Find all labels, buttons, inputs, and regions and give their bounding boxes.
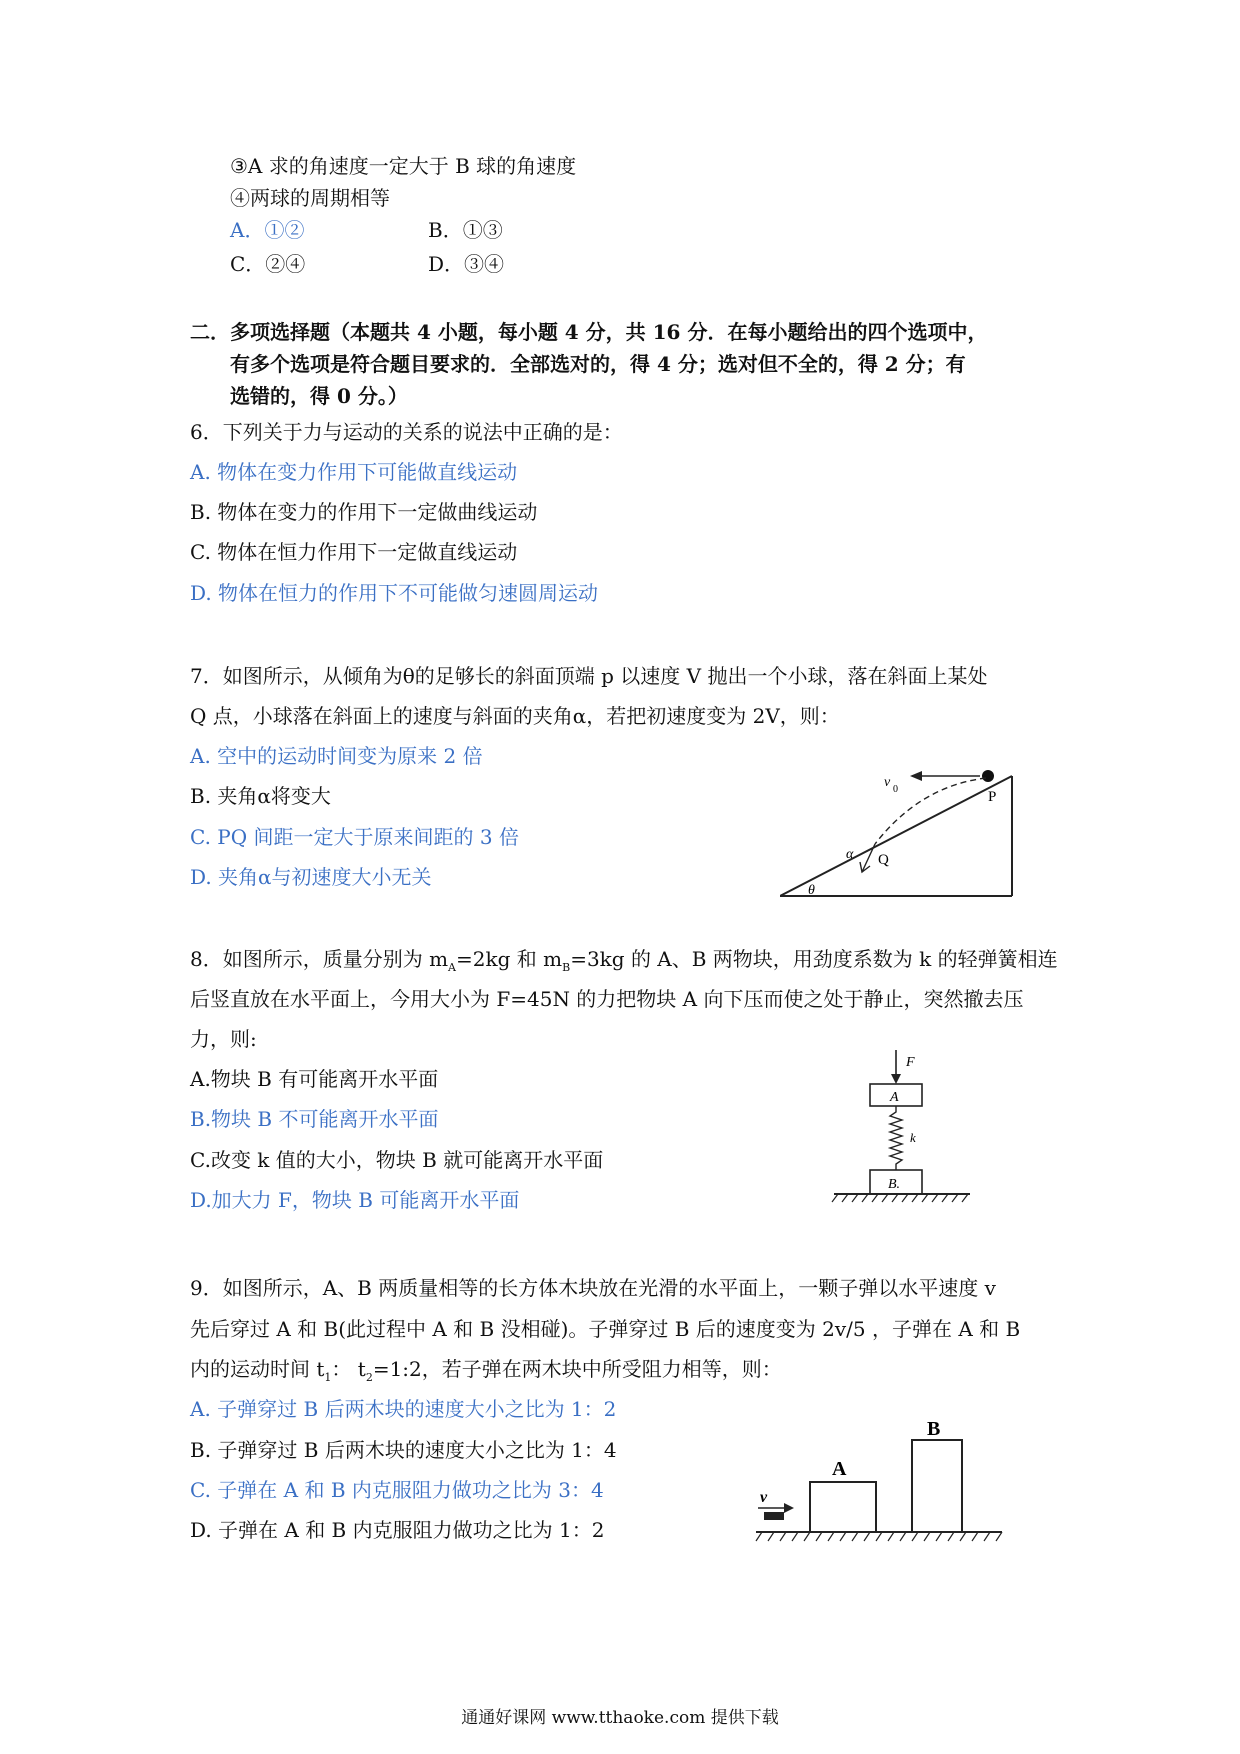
q6-option-d: D. 物体在恒力的作用下不可能做匀速圆周运动: [190, 581, 599, 605]
q6-stem: 6．下列关于力与运动的关系的说法中正确的是：: [190, 420, 623, 444]
page-footer: 通通好课网 www.tthaoke.com 提供下载: [461, 1708, 779, 1728]
trajectory-path: [875, 778, 986, 844]
q9-stem-line-3: 内的运动时间 $t_1$： $t_2=1:2$，若子弹在两木块中所受阻力相等，则：: [190, 1357, 782, 1384]
v0-subscript: 0: [893, 784, 898, 795]
q8-stem-line-2: 后竖直放在水平面上，今用大小为 F=45N 的力把物块 A 向下压而使之处于静止，突然撤去压: [190, 987, 1024, 1011]
theta-label: θ: [808, 883, 815, 898]
q5-option-c: C．②④: [230, 252, 306, 276]
block-a-label: A: [890, 1090, 899, 1105]
bullet: [764, 1512, 784, 1520]
q6-option-a: A. 物体在变力作用下可能做直线运动: [190, 460, 518, 484]
block-b-label: B: [927, 1420, 941, 1440]
block-a-label: A: [832, 1458, 847, 1480]
q8-option-a: A.物块 B 有可能离开水平面: [190, 1067, 439, 1091]
ground-hatching: [756, 1532, 1002, 1541]
q5-item-4: ④两球的周期相等: [230, 186, 390, 210]
ball: [982, 770, 994, 782]
section-2-heading-line-1: 二．多项选择题（本题共 4 小题，每小题 4 分，共 16 分．在每小题给出的四个选项中，: [190, 320, 988, 344]
q9-stem-line-2: 先后穿过 A 和 B(此过程中 A 和 B 没相碰)。子弹穿过 B 后的速度变为 2v/5 ，子弹在 A 和 B: [190, 1317, 1021, 1341]
force-arrowhead: [891, 1074, 901, 1084]
q9-stem-line-1: 9．如图所示，A、B 两质量相等的长方体木块放在光滑的水平面上，一颗子弹以水平速度 v: [190, 1276, 996, 1300]
q7-option-b: B. 夹角α将变大: [190, 784, 331, 808]
spring-blocks-figure: [830, 1050, 975, 1220]
q6-option-c: C. 物体在恒力作用下一定做直线运动: [190, 540, 518, 564]
bullet-velocity-label: v: [760, 1489, 768, 1506]
q7-stem-line-2: Q 点，小球落在斜面上的速度与斜面的夹角α，若把初速度变为 2V，则：: [190, 704, 840, 728]
q8-option-d: D.加大力 F，物块 B 可能离开水平面: [190, 1188, 520, 1212]
bullet-blocks-figure: [750, 1420, 1010, 1550]
q7-option-a: A. 空中的运动时间变为原来 2 倍: [190, 744, 483, 768]
incline-projectile-figure: [780, 766, 1020, 902]
q9-option-b: B. 子弹穿过 B 后两木块的速度大小之比为 1：4: [190, 1438, 617, 1462]
v0-label: v: [884, 775, 891, 790]
velocity-arrowhead: [784, 1503, 794, 1513]
q5-option-a: A．①②: [230, 218, 305, 242]
force-label: F: [906, 1055, 915, 1070]
section-2-heading-line-2: 有多个选项是符合题目要求的．全部选对的，得 4 分；选对但不全的，得 2 分；有: [230, 352, 966, 376]
spring: [890, 1106, 902, 1170]
section-2-heading-line-3: 选错的，得 0 分。）: [230, 384, 408, 408]
q7-stem-line-1: 7．如图所示，从倾角为θ的足够长的斜面顶端 p 以速度 V 抛出一个小球，落在斜面上某处: [190, 664, 988, 688]
block-a: [810, 1482, 876, 1532]
spring-k-label: k: [910, 1130, 916, 1145]
q9-option-c: C. 子弹在 A 和 B 内克服阻力做功之比为 3：4: [190, 1478, 604, 1502]
block-b-label: B.: [888, 1177, 901, 1192]
q7-option-c: C. PQ 间距一定大于原来间距的 3 倍: [190, 825, 519, 849]
q8-option-c: C.改变 k 值的大小，物块 B 就可能离开水平面: [190, 1148, 604, 1172]
q5-option-b: B．①③: [428, 218, 503, 242]
ground-hatching: [832, 1194, 968, 1202]
q9-option-a: A. 子弹穿过 B 后两木块的速度大小之比为 1：2: [190, 1397, 617, 1421]
block-b: [912, 1440, 962, 1532]
q8-stem-line-1: 8．如图所示，质量分别为 $m_A=2kg$ 和 $m_B=3kg$ 的 A、B 两物块，用劲度系数为 k 的轻弹簧相连: [190, 947, 1058, 974]
point-p-label: P: [988, 789, 997, 805]
q8-stem-line-3: 力，则:: [190, 1027, 257, 1051]
q5-item-3: ③A 求的角速度一定大于 B 球的角速度: [230, 154, 577, 178]
q5-option-d: D．③④: [428, 252, 505, 276]
point-q-label: Q: [878, 852, 889, 868]
q9-option-d: D. 子弹在 A 和 B 内克服阻力做功之比为 1：2: [190, 1518, 605, 1542]
alpha-label: α: [846, 847, 854, 862]
q8-option-b: B.物块 B 不可能离开水平面: [190, 1107, 439, 1131]
initial-velocity-arrowhead: [910, 771, 922, 781]
q7-option-d: D. 夹角α与初速度大小无关: [190, 865, 432, 889]
q6-option-b: B. 物体在变力的作用下一定做曲线运动: [190, 500, 538, 524]
